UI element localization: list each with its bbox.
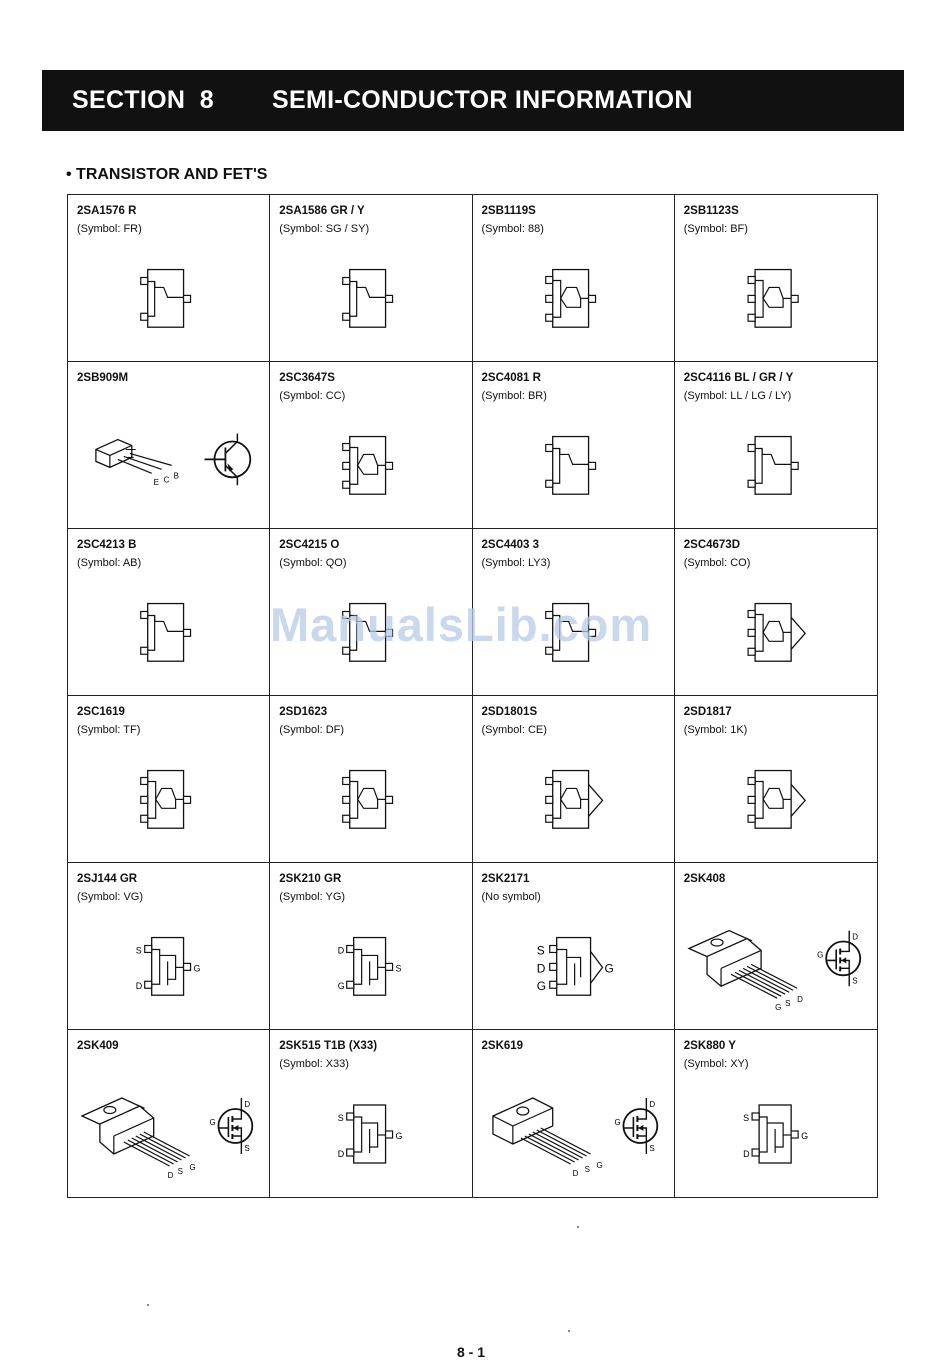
part-cell	[675, 1030, 877, 1197]
section-banner	[42, 70, 904, 131]
part-number: 2SD1801S	[481, 706, 538, 718]
fet-sot89-icon	[473, 863, 674, 1029]
part-cell	[675, 696, 877, 863]
part-number: 2SD1817	[683, 706, 732, 718]
part-number: 2SK515 T1B (X33)	[279, 1040, 378, 1052]
svg-text:G: G	[800, 1131, 808, 1141]
part-cell	[270, 362, 472, 529]
part-symbol: (Symbol: LL / LG / LY)	[683, 390, 792, 402]
part-cell	[675, 362, 877, 529]
parts-table	[67, 194, 878, 1198]
section-title: SEMI-CONDUCTOR INFORMATION	[272, 86, 693, 114]
part-number: 2SB1123S	[683, 205, 739, 217]
page-number: 8 - 1	[457, 1344, 486, 1360]
part-number: 2SD1623	[279, 706, 328, 718]
sot23-3pin-icon	[68, 195, 269, 361]
part-symbol: (Symbol: VG)	[77, 891, 144, 903]
part-symbol: (Symbol: 1K)	[683, 724, 748, 736]
sot89-tab-icon	[675, 696, 877, 862]
sot23-3pin-icon	[270, 195, 471, 361]
svg-text:S: S	[536, 943, 545, 958]
svg-text:G: G	[337, 981, 345, 992]
svg-text:D: D	[648, 1099, 655, 1110]
part-cell	[270, 696, 472, 863]
sot89-icon	[270, 362, 471, 528]
part-symbol: (Symbol: CE)	[481, 724, 547, 736]
part-symbol: (Symbol: LY3)	[481, 557, 551, 569]
svg-text:S: S	[742, 1113, 749, 1123]
part-symbol: (Symbol: AB)	[77, 557, 142, 569]
watermark: ManualsLib.com	[270, 598, 653, 651]
svg-text:S: S	[784, 999, 791, 1009]
scan-speck	[568, 1330, 570, 1332]
part-number: 2SB1119S	[481, 205, 536, 217]
section-label: SECTION 8	[72, 86, 214, 114]
svg-text:D: D	[796, 995, 803, 1005]
svg-text:B: B	[173, 471, 179, 481]
fet-sot23-icon	[270, 1030, 471, 1197]
part-number: 2SC3647S	[279, 372, 335, 384]
part-cell	[68, 863, 270, 1030]
part-number: 2SK210 GR	[279, 873, 342, 885]
part-number: 2SC4403 3	[481, 539, 540, 551]
sot89-icon	[270, 696, 471, 862]
mosfet-to220-icon	[68, 1030, 269, 1197]
part-number: 2SK880 Y	[683, 1040, 736, 1052]
part-cell	[473, 1030, 675, 1197]
svg-text:G: G	[604, 961, 614, 976]
subheading: • TRANSISTOR AND FET'S	[66, 166, 268, 183]
sot23-3pin-icon	[675, 362, 877, 528]
part-number: 2SK408	[683, 873, 726, 885]
svg-text:S: S	[135, 945, 142, 956]
part-number: 2SK619	[481, 1040, 524, 1052]
sot23-3pin-icon	[68, 529, 269, 695]
part-number: 2SB909M	[77, 372, 129, 384]
svg-text:D: D	[851, 932, 858, 942]
part-symbol: (Symbol: CO)	[683, 557, 751, 569]
part-cell	[675, 529, 877, 696]
fet-sot23-icon	[68, 863, 269, 1029]
svg-text:G: G	[816, 950, 824, 960]
part-number: 2SK2171	[481, 873, 530, 885]
svg-text:D: D	[244, 1099, 251, 1110]
sot89-icon	[473, 195, 674, 361]
mosfet-to126-icon	[473, 1030, 674, 1197]
sot89-icon	[675, 195, 877, 361]
svg-text:C: C	[163, 475, 170, 485]
svg-text:D: D	[337, 1148, 345, 1160]
svg-text:G: G	[774, 1003, 782, 1013]
part-symbol: (Symbol: BR)	[481, 390, 547, 402]
part-number: 2SC1619	[77, 706, 125, 718]
part-symbol: (Symbol: 88)	[481, 223, 544, 235]
svg-text:D: D	[742, 1149, 750, 1159]
sot89-tab-icon	[473, 696, 674, 862]
mosfet-to220-icon	[675, 863, 877, 1029]
part-symbol: (Symbol: CC)	[279, 390, 346, 402]
part-cell	[270, 1030, 472, 1197]
part-symbol: (Symbol: TF)	[77, 724, 141, 736]
part-cell	[68, 1030, 270, 1197]
part-symbol: (No symbol)	[481, 891, 541, 903]
svg-text:D: D	[135, 981, 143, 992]
part-symbol: (Symbol: BF)	[683, 223, 748, 235]
part-cell	[68, 195, 270, 362]
svg-text:D: D	[572, 1168, 578, 1179]
svg-text:S: S	[648, 1143, 655, 1154]
part-number: 2SA1576 R	[77, 205, 137, 217]
part-symbol: (Symbol: QO)	[279, 557, 347, 569]
part-symbol: (Symbol: YG)	[279, 891, 346, 903]
svg-text:S: S	[395, 963, 402, 974]
svg-text:G: G	[189, 1162, 196, 1173]
part-number: 2SK409	[77, 1040, 119, 1052]
part-number: 2SA1586 GR / Y	[279, 205, 365, 217]
fet-sot23-icon	[675, 1030, 877, 1197]
svg-text:D: D	[337, 945, 345, 956]
part-cell	[675, 863, 877, 1030]
part-number: 2SC4215 O	[279, 539, 340, 551]
svg-text:G: G	[536, 979, 546, 994]
part-cell	[68, 362, 270, 529]
svg-text:G: G	[193, 963, 201, 974]
part-cell	[270, 195, 472, 362]
fet-sot23-icon	[270, 863, 471, 1029]
part-number: 2SC4116 BL / GR / Y	[683, 372, 794, 384]
svg-text:G: G	[596, 1160, 603, 1171]
part-symbol: (Symbol: XY)	[683, 1058, 749, 1070]
part-cell	[473, 696, 675, 863]
part-cell	[68, 696, 270, 863]
part-symbol: (Symbol: FR)	[77, 223, 142, 235]
part-number: 2SJ144 GR	[77, 873, 138, 885]
part-cell	[473, 863, 675, 1030]
part-cell	[270, 863, 472, 1030]
svg-text:S: S	[851, 976, 858, 986]
part-symbol: (Symbol: X33)	[279, 1058, 349, 1070]
part-number: 2SC4081 R	[481, 372, 541, 384]
svg-text:S: S	[177, 1166, 183, 1177]
svg-text:D: D	[536, 961, 545, 976]
scan-speck	[147, 1304, 149, 1306]
svg-text:G: G	[395, 1130, 403, 1142]
svg-text:S: S	[244, 1143, 250, 1154]
part-symbol: (Symbol: SG / SY)	[279, 223, 370, 235]
sot89-icon	[68, 696, 269, 862]
svg-text:G: G	[209, 1117, 216, 1128]
svg-text:S: S	[337, 1112, 344, 1124]
part-cell	[473, 362, 675, 529]
part-number: 2SC4213 B	[77, 539, 137, 551]
part-symbol: (Symbol: DF)	[279, 724, 345, 736]
part-cell	[473, 195, 675, 362]
sot89-tab-icon	[675, 529, 877, 695]
svg-text:S: S	[584, 1164, 590, 1175]
sot23-3pin-icon	[473, 362, 674, 528]
svg-text:G: G	[613, 1117, 621, 1128]
scan-speck	[577, 1226, 579, 1228]
part-number: 2SC4673D	[683, 539, 741, 551]
power-transistor-pnp-icon	[68, 362, 269, 528]
svg-text:D: D	[167, 1170, 174, 1181]
part-cell	[675, 195, 877, 362]
part-cell	[68, 529, 270, 696]
svg-text:E: E	[153, 478, 159, 488]
